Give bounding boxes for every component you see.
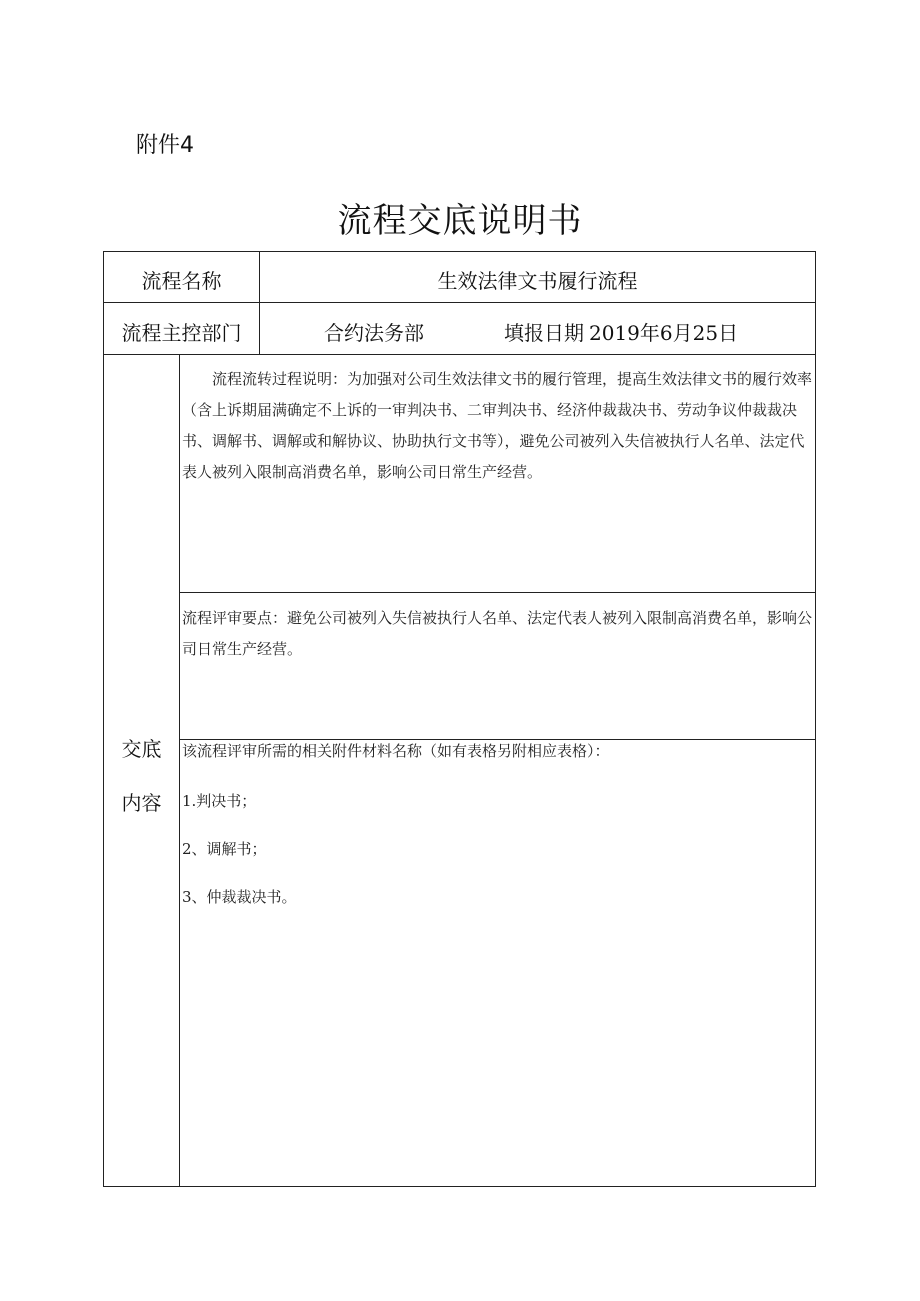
process-flow-description: 流程流转过程说明：为加强对公司生效法律文书的履行管理，提高生效法律文书的履行效率（含上诉期届满确定不上诉的一审判决书、二审判决书、经济仲裁裁决书、劳动争议仲裁裁决书、调解书、调解或和解协议、协助执行文书等），避免公司被列入失信被执行人名单、法定代表人被列入限制高消费名单，影响公司日常生产经营。 [182, 370, 813, 481]
attachment-item-1: 1.判决书； [182, 792, 257, 810]
control-department-value: 合约法务部 [324, 321, 424, 345]
document-title: 流程交底说明书 [337, 201, 583, 241]
handover-content-label [104, 722, 179, 830]
section-divider-1 [179, 592, 815, 593]
col-divider-content [179, 354, 180, 1186]
handover-content-label-line1: 交底 [121, 737, 162, 761]
attachment-materials-heading: 该流程评审所需的相关附件材料名称（如有表格另附相应表格）： [182, 742, 610, 760]
handover-content-label-line2: 内容 [121, 791, 162, 815]
fill-date-value: 2019年6月25日 [589, 321, 739, 345]
review-key-points: 流程评审要点：避免公司被列入失信被执行人名单、法定代表人被列入限制高消费名单，影响公司日常生产经营。 [182, 609, 813, 658]
form-table [103, 251, 816, 1187]
attachment-label: 附件4 [136, 133, 194, 158]
process-name-label: 流程名称 [141, 269, 222, 293]
attachment-item-3: 3、仲裁裁决书。 [182, 888, 297, 906]
attachment-item-2: 2、调解书； [182, 840, 267, 858]
control-department-label: 流程主控部门 [121, 321, 242, 345]
row-divider-1 [104, 302, 815, 303]
row-divider-2 [104, 354, 815, 355]
process-name-value: 生效法律文书履行流程 [437, 269, 638, 293]
fill-date-label: 填报日期 [504, 321, 584, 345]
